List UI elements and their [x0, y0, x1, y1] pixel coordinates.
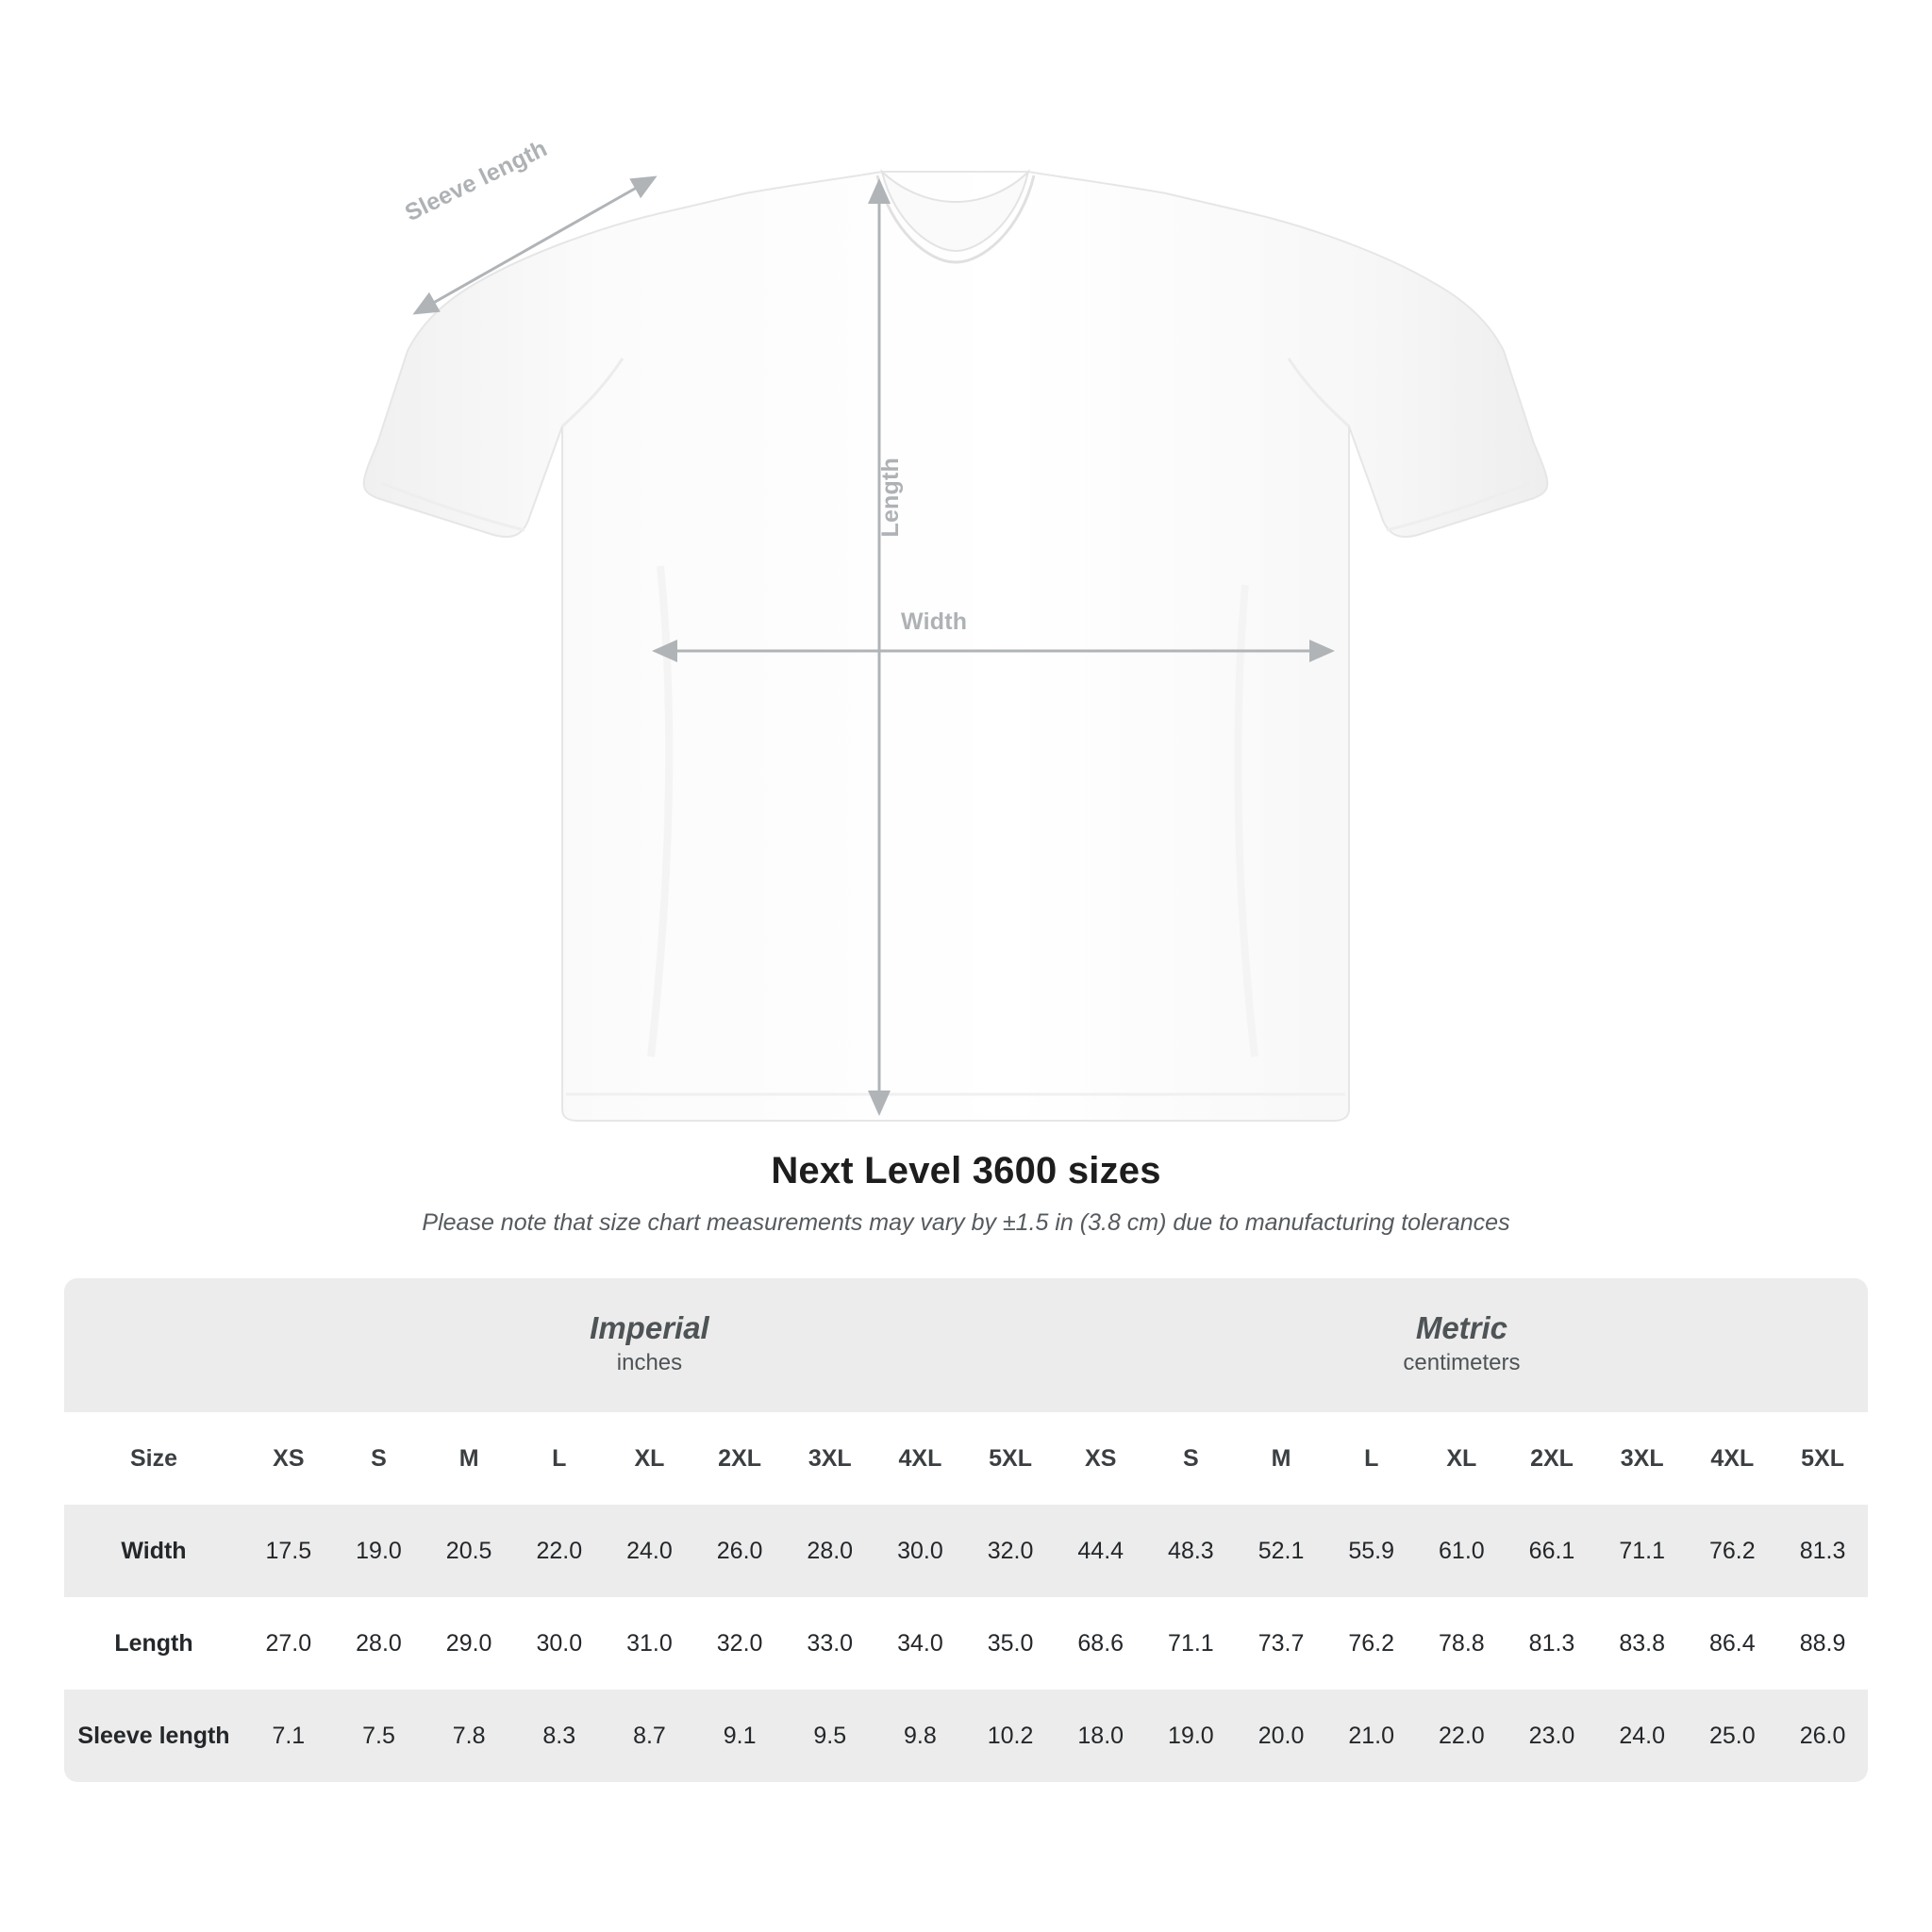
cell: 26.0 [694, 1505, 785, 1597]
cell: 8.7 [605, 1690, 695, 1782]
title-block [0, 1150, 1932, 1237]
size-row-title: Size [64, 1412, 243, 1505]
cell: 34.0 [875, 1597, 966, 1690]
cell: 52.1 [1236, 1505, 1326, 1597]
cell: 24.0 [1597, 1690, 1688, 1782]
cell: 32.0 [694, 1597, 785, 1690]
size-col-header: 5XL [965, 1412, 1056, 1505]
table-row [64, 1597, 1868, 1690]
unit-header-row [64, 1278, 1868, 1412]
cell: 61.0 [1417, 1505, 1507, 1597]
size-col-header: XL [605, 1412, 695, 1505]
cell: 9.5 [785, 1690, 875, 1782]
table-row [64, 1690, 1868, 1782]
cell: 9.8 [875, 1690, 966, 1782]
unit-header-imperial [243, 1278, 1056, 1412]
cell: 35.0 [965, 1597, 1056, 1690]
cell: 30.0 [875, 1505, 966, 1597]
cell: 30.0 [514, 1597, 605, 1690]
cell: 32.0 [965, 1505, 1056, 1597]
cell: 18.0 [1056, 1690, 1146, 1782]
unit-header-spacer [64, 1278, 243, 1412]
tolerance-note: Please note that size chart measurements may vary by ±1.5 in (3.8 cm) due to manufacturing tolerances [422, 1209, 1510, 1236]
cell: 86.4 [1688, 1597, 1778, 1690]
size-col-header: S [1146, 1412, 1237, 1505]
cell: 22.0 [514, 1505, 605, 1597]
cell: 19.0 [334, 1505, 425, 1597]
row-label-width: Width [64, 1505, 243, 1597]
cell: 7.5 [334, 1690, 425, 1782]
cell: 71.1 [1146, 1597, 1237, 1690]
cell: 83.8 [1597, 1597, 1688, 1690]
cell: 78.8 [1417, 1597, 1507, 1690]
cell: 23.0 [1507, 1690, 1597, 1782]
size-col-header: XS [243, 1412, 334, 1505]
size-col-header: 3XL [785, 1412, 875, 1505]
cell: 76.2 [1688, 1505, 1778, 1597]
cell: 27.0 [243, 1597, 334, 1690]
size-col-header: 4XL [875, 1412, 966, 1505]
imperial-sublabel: inches [616, 1349, 683, 1375]
cell: 21.0 [1326, 1690, 1417, 1782]
size-col-header: 5XL [1777, 1412, 1868, 1505]
imperial-label: Imperial [590, 1310, 709, 1346]
cell: 7.1 [243, 1690, 334, 1782]
cell: 76.2 [1326, 1597, 1417, 1690]
cell: 7.8 [424, 1690, 514, 1782]
cell: 73.7 [1236, 1597, 1326, 1690]
unit-header-metric [1056, 1278, 1868, 1412]
cell: 31.0 [605, 1597, 695, 1690]
size-col-header: XS [1056, 1412, 1146, 1505]
cell: 26.0 [1777, 1690, 1868, 1782]
cell: 29.0 [424, 1597, 514, 1690]
size-col-header: 4XL [1688, 1412, 1778, 1505]
cell: 17.5 [243, 1505, 334, 1597]
size-header-row [64, 1412, 1868, 1505]
cell: 9.1 [694, 1690, 785, 1782]
size-col-header: M [424, 1412, 514, 1505]
width-label: Width [901, 608, 968, 635]
length-label: Length [877, 458, 904, 538]
cell: 19.0 [1146, 1690, 1237, 1782]
row-label-sleeve-length: Sleeve length [64, 1690, 243, 1782]
row-label-length: Length [64, 1597, 243, 1690]
cell: 81.3 [1777, 1505, 1868, 1597]
sleeve-length-label: Sleeve length [401, 135, 552, 227]
cell: 28.0 [334, 1597, 425, 1690]
cell: 33.0 [785, 1597, 875, 1690]
table-row [64, 1505, 1868, 1597]
cell: 8.3 [514, 1690, 605, 1782]
size-table-wrapper [64, 1278, 1868, 1782]
cell: 48.3 [1146, 1505, 1237, 1597]
cell: 68.6 [1056, 1597, 1146, 1690]
page-title: Next Level 3600 sizes [771, 1150, 1161, 1191]
cell: 22.0 [1417, 1690, 1507, 1782]
cell: 24.0 [605, 1505, 695, 1597]
cell: 20.0 [1236, 1690, 1326, 1782]
metric-label: Metric [1415, 1310, 1508, 1346]
metric-sublabel: centimeters [1403, 1349, 1521, 1375]
cell: 44.4 [1056, 1505, 1146, 1597]
size-col-header: 2XL [1507, 1412, 1597, 1505]
cell: 66.1 [1507, 1505, 1597, 1597]
cell: 20.5 [424, 1505, 514, 1597]
cell: 81.3 [1507, 1597, 1597, 1690]
tshirt-shape [364, 172, 1548, 1121]
cell: 28.0 [785, 1505, 875, 1597]
cell: 88.9 [1777, 1597, 1868, 1690]
size-col-header: 3XL [1597, 1412, 1688, 1505]
size-col-header: XL [1417, 1412, 1507, 1505]
size-col-header: L [1326, 1412, 1417, 1505]
size-col-header: 2XL [694, 1412, 785, 1505]
cell: 25.0 [1688, 1690, 1778, 1782]
cell: 10.2 [965, 1690, 1056, 1782]
cell: 71.1 [1597, 1505, 1688, 1597]
size-col-header: S [334, 1412, 425, 1505]
size-col-header: M [1236, 1412, 1326, 1505]
size-col-header: L [514, 1412, 605, 1505]
size-table [64, 1278, 1868, 1782]
cell: 55.9 [1326, 1505, 1417, 1597]
